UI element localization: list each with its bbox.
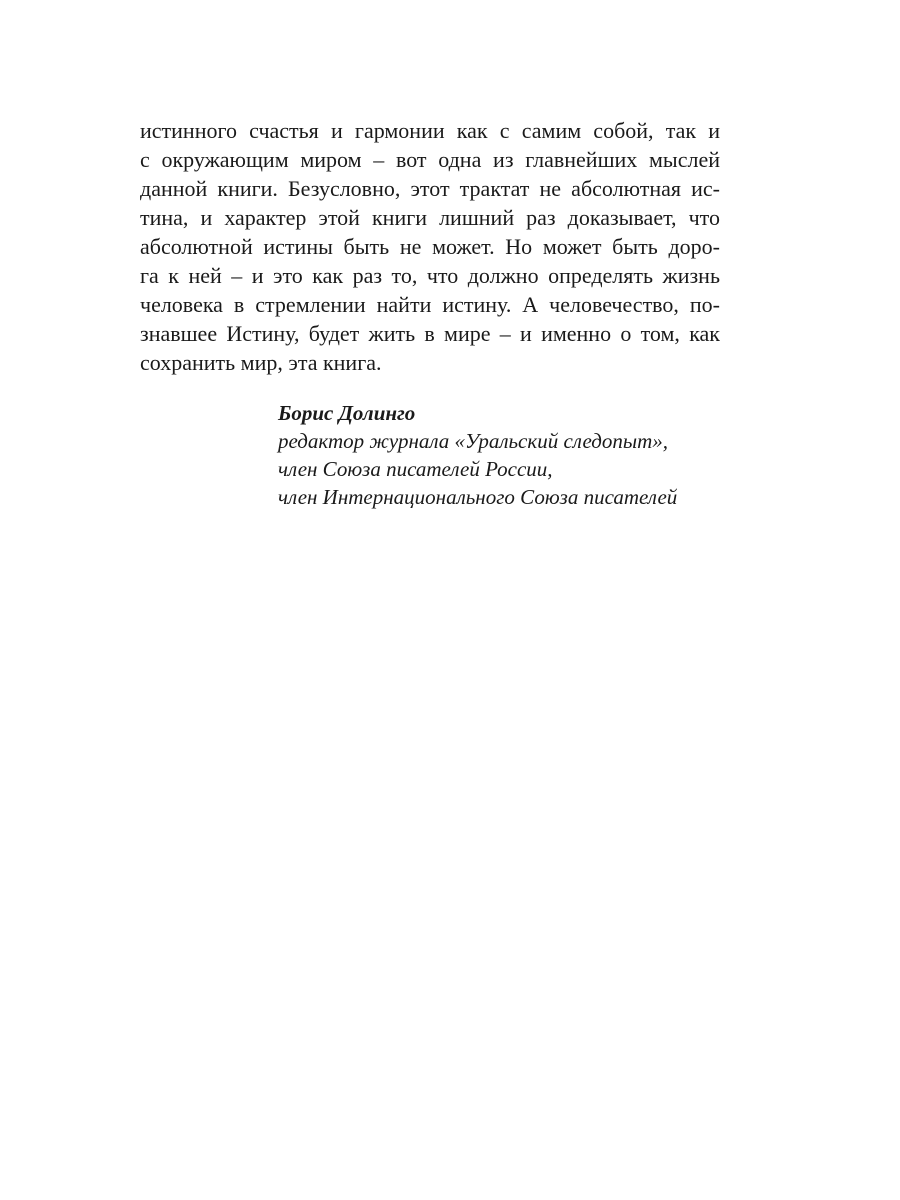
paragraph-line: тина, и характер этой книги лишний раз доказывает, что <box>140 205 720 230</box>
author-role: член Интернационального Союза писателей <box>278 485 678 509</box>
paragraph-line: знавшее Истину, будет жить в мире – и именно о том, как <box>140 321 720 346</box>
author-role: член Союза писателей России, <box>278 457 553 481</box>
paragraph-line: истинного счастья и гармонии как с самим собой, так и <box>140 118 720 143</box>
body-paragraph <box>140 116 720 377</box>
paragraph-line: сохранить мир, эта книга. <box>140 350 382 375</box>
paragraph-line: человека в стремлении найти истину. А человечество, по- <box>140 292 720 317</box>
author-signature <box>278 399 738 511</box>
paragraph-line: с окружающим миром – вот одна из главнейших мыслей <box>140 147 720 172</box>
paragraph-line: га к ней – и это как раз то, что должно определять жизнь <box>140 263 720 288</box>
author-role: редактор журнала «Уральский следопыт», <box>278 429 668 453</box>
paragraph-line: абсолютной истины быть не может. Но может быть доро- <box>140 234 720 259</box>
author-name: Борис Долинго <box>278 401 416 425</box>
paragraph-line: данной книги. Безусловно, этот трактат не абсолютная ис- <box>140 176 720 201</box>
